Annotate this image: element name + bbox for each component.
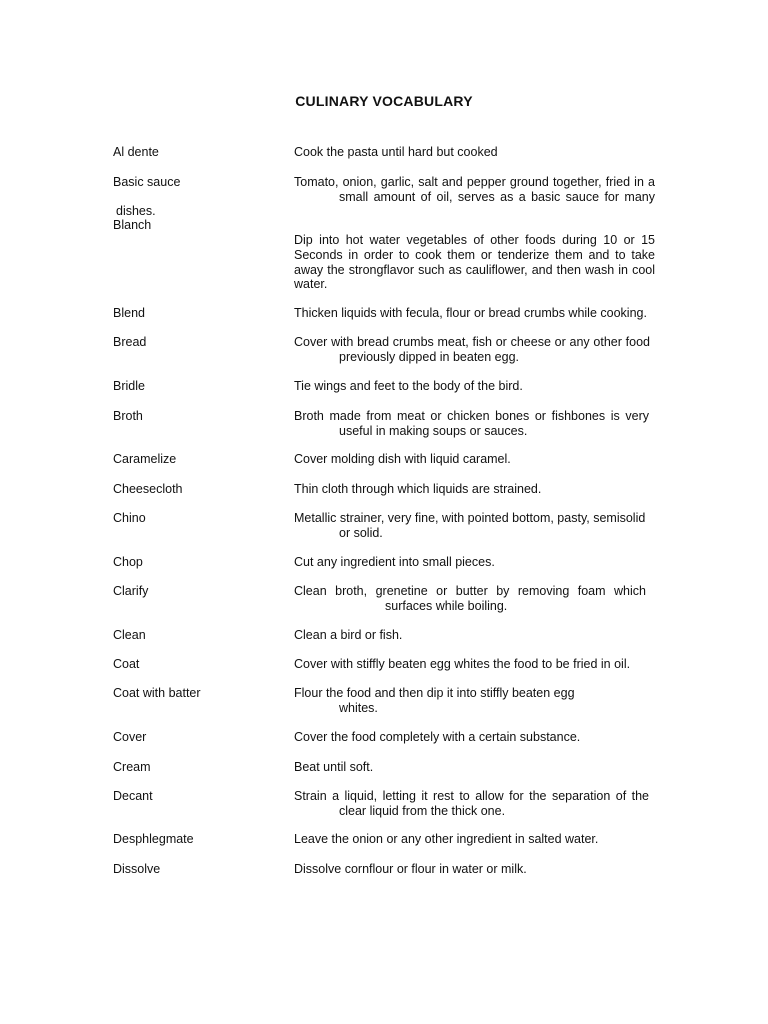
definition-line: useful in making soups or sauces. bbox=[339, 424, 528, 438]
term-decant: Decant bbox=[113, 789, 153, 803]
definition-line: Cut any ingredient into small pieces. bbox=[294, 555, 495, 569]
definition-line: surfaces while boiling. bbox=[385, 599, 508, 613]
definition-line: Beat until soft. bbox=[294, 760, 374, 774]
definition-line: Dissolve cornflour or flour in water or milk. bbox=[294, 862, 527, 876]
term-caramelize: Caramelize bbox=[113, 452, 177, 466]
term-chop: Chop bbox=[113, 555, 143, 569]
definition-line: Leave the onion or any other ingredient in salted water. bbox=[294, 832, 599, 846]
page-title: CULINARY VOCABULARY bbox=[295, 93, 473, 109]
definition-line: water. bbox=[294, 277, 328, 291]
definition-line: Clean a bird or fish. bbox=[294, 628, 403, 642]
definition-line: Tomato, onion, garlic, salt and pepper ground together, fried in a bbox=[294, 175, 655, 189]
term-cream: Cream bbox=[113, 760, 151, 774]
definition-line: Cover molding dish with liquid caramel. bbox=[294, 452, 511, 466]
definition-line: Cover with bread crumbs meat, fish or cheese or any other food bbox=[294, 335, 650, 349]
definition-line: Thicken liquids with fecula, flour or bread crumbs while cooking. bbox=[294, 306, 647, 320]
term-cover: Cover bbox=[113, 730, 147, 744]
definition-line: Tie wings and feet to the body of the bird. bbox=[294, 379, 523, 393]
definition-line: Broth made from meat or chicken bones or fishbones is very bbox=[294, 409, 649, 423]
definition-line: Cover the food completely with a certain substance. bbox=[294, 730, 581, 744]
term-clean: Clean bbox=[113, 628, 146, 642]
definition-line: Cook the pasta until hard but cooked bbox=[294, 145, 498, 159]
term-bread: Bread bbox=[113, 335, 147, 349]
definition-line: away the strongflavor such as cauliflower, and then wash in cool bbox=[294, 263, 655, 277]
term-blanch: Blanch bbox=[113, 218, 152, 232]
definition-line: Strain a liquid, letting it rest to allow for the separation of the bbox=[294, 789, 649, 803]
definition-line: whites. bbox=[339, 701, 378, 715]
definition-line: Dip into hot water vegetables of other foods during 10 or 15 bbox=[294, 233, 655, 247]
definition-line: Metallic strainer, very fine, with pointed bottom, pasty, semisolid bbox=[294, 511, 646, 525]
term-bridle: Bridle bbox=[113, 379, 145, 393]
term-clarify: Clarify bbox=[113, 584, 149, 598]
definition-line: previously dipped in beaten egg. bbox=[339, 350, 519, 364]
term-chino: Chino bbox=[113, 511, 146, 525]
definition-line: small amount of oil, serves as a basic sauce for many bbox=[339, 190, 655, 204]
definition-line: clear liquid from the thick one. bbox=[339, 804, 506, 818]
definition-overflow: dishes. bbox=[116, 204, 156, 218]
term-cheesecloth: Cheesecloth bbox=[113, 482, 183, 496]
definition-line: Seconds in order to cook them or tenderize them and to take bbox=[294, 248, 655, 262]
term-coat-with-batter: Coat with batter bbox=[113, 686, 201, 700]
term-coat: Coat bbox=[113, 657, 140, 671]
term-desphlegmate: Desphlegmate bbox=[113, 832, 194, 846]
definition-line: Flour the food and then dip it into stiffly beaten egg bbox=[294, 686, 575, 700]
term-dissolve: Dissolve bbox=[113, 862, 161, 876]
definition-line: Thin cloth through which liquids are strained. bbox=[294, 482, 542, 496]
definition-line: Cover with stiffly beaten egg whites the food to be fried in oil. bbox=[294, 657, 631, 671]
term-broth: Broth bbox=[113, 409, 143, 423]
definition-line: Clean broth, grenetine or butter by removing foam which bbox=[294, 584, 646, 598]
definition-line: or solid. bbox=[339, 526, 383, 540]
term-al-dente: Al dente bbox=[113, 145, 159, 159]
term-blend: Blend bbox=[113, 306, 145, 320]
term-basic-sauce: Basic sauce bbox=[113, 175, 181, 189]
